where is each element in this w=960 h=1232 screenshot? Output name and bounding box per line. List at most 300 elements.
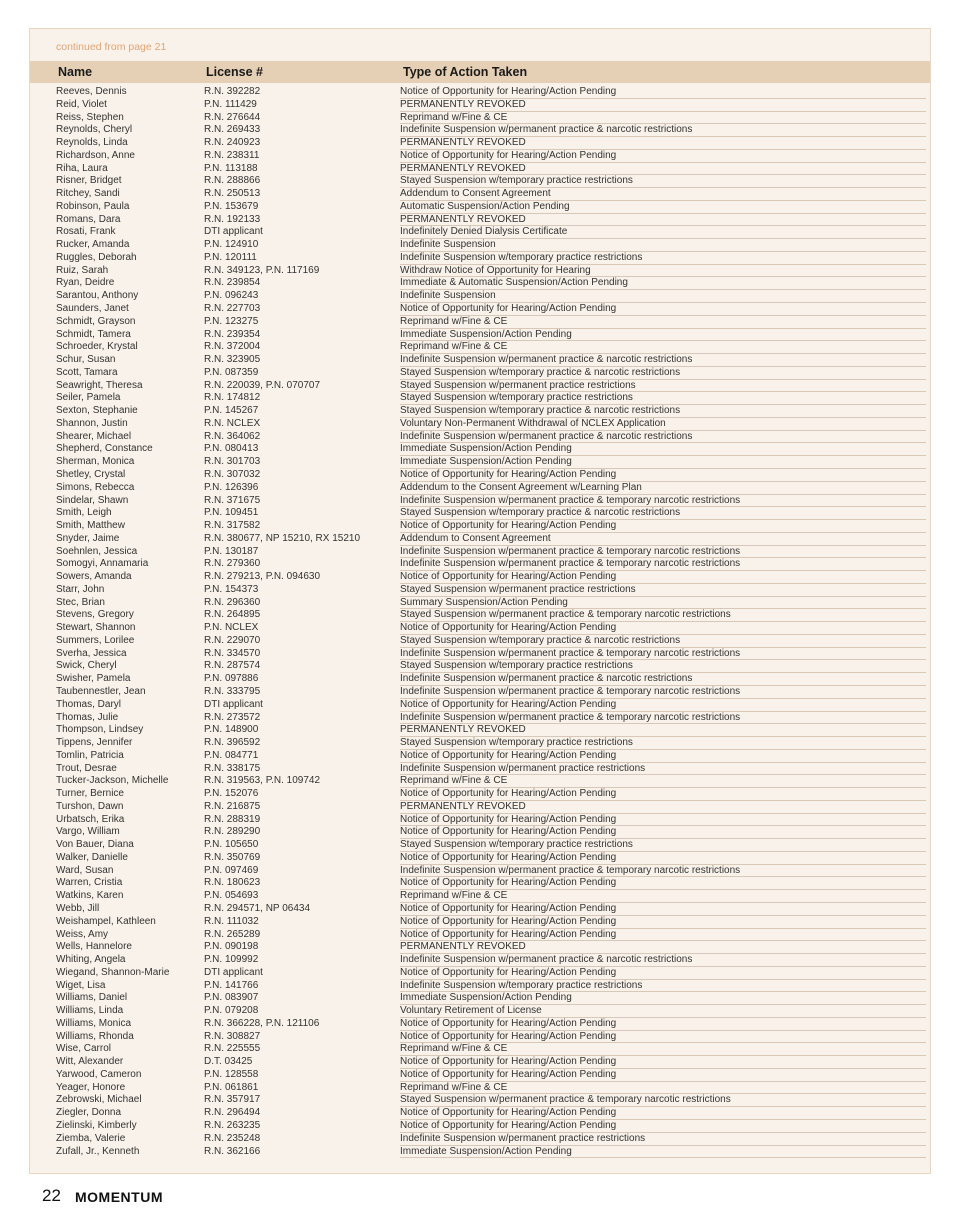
table-row	[30, 341, 930, 354]
cell-action: Indefinite Suspension w/permanent practice restrictions	[400, 1132, 646, 1144]
cell-license: P.N. 130187	[204, 545, 259, 557]
cell-action: Notice of Opportunity for Hearing/Action Pending	[400, 903, 617, 914]
table-row	[30, 648, 930, 661]
cell-name: Reiss, Stephen	[56, 111, 124, 123]
table-row	[30, 1069, 930, 1082]
cell-action: Reprimand w/Fine & CE	[400, 315, 508, 327]
table-row	[30, 1133, 930, 1146]
cell-license: P.N. 096243	[204, 290, 259, 302]
cell-name: Seiler, Pamela	[56, 392, 121, 404]
table-row	[30, 329, 930, 342]
cell-license: R.N. 350769	[204, 851, 261, 863]
table-row	[30, 775, 930, 788]
cell-license: P.N. 080413	[204, 443, 259, 455]
cell-license: R.N. 289290	[204, 826, 261, 838]
cell-action: Notice of Opportunity for Hearing/Action Pending	[400, 1107, 617, 1119]
cell-license: P.N. 154373	[204, 583, 259, 595]
cell-action: Reprimand w/Fine & CE	[400, 111, 508, 123]
cell-action: Notice of Opportunity for Hearing/Action Pending	[400, 928, 617, 940]
table-row	[30, 903, 930, 916]
discipline-table-panel	[29, 28, 931, 1174]
cell-action: Notice of Opportunity for Hearing/Action Pending	[400, 149, 617, 161]
cell-name: Ruiz, Sarah	[56, 264, 109, 276]
table-header	[30, 61, 930, 83]
cell-action: Notice of Opportunity for Hearing/Action Pending	[400, 303, 617, 315]
table-row	[30, 520, 930, 533]
cell-action: Indefinitely Denied Dialysis Certificate	[400, 226, 568, 238]
cell-license: R.N. 174812	[204, 392, 261, 404]
cell-action: Stayed Suspension w/permanent practice restrictions	[400, 379, 636, 391]
cell-action: Indefinite Suspension w/permanent practice restrictions	[400, 762, 646, 774]
cell-name: Shetley, Crystal	[56, 468, 126, 480]
cell-action: Indefinite Suspension w/permanent practice & temporary narcotic restrictions	[400, 711, 741, 723]
cell-action: Indefinite Suspension	[400, 290, 496, 302]
table-row	[30, 788, 930, 801]
cell-license: R.N. 333795	[204, 685, 261, 697]
cell-license: P.N. NCLEX	[204, 622, 259, 634]
cell-action: Reprimand w/Fine & CE	[400, 775, 508, 787]
cell-license: R.N. 240923	[204, 137, 261, 149]
cell-name: Shearer, Michael	[56, 430, 132, 442]
cell-action: Automatic Suspension/Action Pending	[400, 200, 570, 212]
table-row	[30, 456, 930, 469]
cell-name: Wells, Hannelore	[56, 941, 132, 953]
cell-action: Stayed Suspension w/temporary practice restrictions	[400, 660, 633, 672]
cell-action: Stayed Suspension w/permanent practice & temporary narcotic restrictions	[400, 609, 731, 621]
cell-license: R.N. 279213, P.N. 094630	[204, 571, 321, 583]
cell-action: Notice of Opportunity for Hearing/Action Pending	[400, 622, 617, 634]
cell-license: P.N. 054693	[204, 890, 259, 902]
table-row	[30, 137, 930, 150]
cell-license: P.N. 090198	[204, 941, 259, 953]
cell-name: Ward, Susan	[56, 864, 114, 876]
cell-license: R.N. 265289	[204, 928, 261, 940]
cell-name: Taubennestler, Jean	[56, 685, 146, 697]
cell-license: P.N. 145267	[204, 405, 259, 417]
cell-license: R.N. 180623	[204, 877, 261, 889]
cell-license: R.N. 220039, P.N. 070707	[204, 379, 321, 391]
cell-license: R.N. 264895	[204, 609, 261, 621]
cell-license: P.N. 113188	[204, 162, 258, 174]
table-row	[30, 1056, 930, 1069]
cell-name: Yarwood, Cameron	[56, 1068, 142, 1080]
cell-action: Voluntary Retirement of License	[400, 1005, 542, 1017]
table-row	[30, 673, 930, 686]
cell-license: R.N. 371675	[204, 494, 261, 506]
cell-license: R.N. 287574	[204, 660, 261, 672]
cell-action: Notice of Opportunity for Hearing/Action Pending	[400, 877, 617, 889]
cell-license: P.N. 079208	[204, 1005, 259, 1017]
cell-action: Indefinite Suspension w/permanent practice & narcotic restrictions	[400, 954, 693, 966]
cell-license: R.N. 372004	[204, 341, 261, 353]
table-row	[30, 469, 930, 482]
cell-name: Tomlin, Patricia	[56, 749, 124, 761]
cell-license: R.N. 229070	[204, 634, 261, 646]
cell-license: P.N. 109451	[204, 507, 259, 519]
cell-action: Indefinite Suspension w/permanent practice & temporary narcotic restrictions	[400, 647, 741, 659]
cell-name: Stewart, Shannon	[56, 622, 136, 634]
cell-license: P.N. 061861	[204, 1081, 259, 1093]
cell-name: Schur, Susan	[56, 354, 116, 366]
cell-license: P.N. 152076	[204, 788, 259, 800]
cell-name: Sverha, Jessica	[56, 647, 127, 659]
cell-name: Williams, Rhonda	[56, 1030, 134, 1042]
cell-license: P.N. 109992	[204, 954, 259, 966]
table-body	[30, 86, 930, 1158]
cell-license: P.N. 123275	[204, 315, 259, 327]
cell-name: Smith, Leigh	[56, 507, 112, 519]
cell-action: Notice of Opportunity for Hearing/Action Pending	[400, 1056, 617, 1068]
cell-name: Shannon, Justin	[56, 417, 128, 429]
cell-action: Immediate Suspension/Action Pending	[400, 992, 572, 1004]
cell-name: Williams, Linda	[56, 1005, 124, 1017]
cell-name: Simons, Rebecca	[56, 481, 135, 493]
cell-license: DTI applicant	[204, 226, 263, 238]
table-row	[30, 558, 930, 571]
table-row	[30, 839, 930, 852]
magazine-title: MOMENTUM	[75, 1189, 163, 1205]
cell-action: Immediate Suspension/Action Pending	[400, 1145, 572, 1157]
cell-action: Stayed Suspension w/temporary practice restrictions	[400, 175, 633, 187]
table-row	[30, 916, 930, 929]
cell-license: R.N. 301703	[204, 456, 261, 468]
table-row	[30, 354, 930, 367]
table-row	[30, 967, 930, 980]
cell-action: Notice of Opportunity for Hearing/Action Pending	[400, 966, 617, 978]
table-row	[30, 801, 930, 814]
cell-action: Indefinite Suspension w/temporary practice restrictions	[400, 979, 643, 991]
cell-name: Trout, Desrae	[56, 762, 117, 774]
cell-action: Indefinite Suspension w/permanent practice & temporary narcotic restrictions	[400, 494, 741, 506]
table-row	[30, 201, 930, 214]
cell-name: Rucker, Amanda	[56, 239, 130, 251]
table-row	[30, 814, 930, 827]
table-row	[30, 392, 930, 405]
cell-license: R.N. 319563, P.N. 109742	[204, 775, 321, 787]
cell-action: Indefinite Suspension w/permanent practice & temporary narcotic restrictions	[400, 558, 741, 570]
table-row	[30, 163, 930, 176]
cell-license: R.N. 334570	[204, 647, 261, 659]
cell-action: Stayed Suspension w/temporary practice restrictions	[400, 392, 633, 404]
table-row	[30, 316, 930, 329]
cell-license: R.N. 366228, P.N. 121106	[204, 1017, 320, 1029]
table-row	[30, 277, 930, 290]
cell-action: Addendum to Consent Agreement	[400, 532, 551, 544]
table-row	[30, 188, 930, 201]
cell-license: R.N. 294571, NP 06434	[204, 903, 311, 914]
cell-name: Sindelar, Shawn	[56, 494, 129, 506]
cell-name: Reid, Violet	[56, 98, 107, 110]
cell-name: Scott, Tamara	[56, 366, 118, 378]
cell-name: Ryan, Deidre	[56, 277, 115, 289]
table-row	[30, 150, 930, 163]
cell-action: Notice of Opportunity for Hearing/Action Pending	[400, 915, 617, 927]
cell-action: Indefinite Suspension w/permanent practice & temporary narcotic restrictions	[400, 864, 741, 876]
column-header-license: License #	[206, 65, 263, 79]
cell-name: Saunders, Janet	[56, 303, 129, 315]
cell-name: Warren, Cristia	[56, 877, 123, 889]
cell-license: P.N. 084771	[204, 749, 259, 761]
cell-name: Williams, Daniel	[56, 992, 128, 1004]
cell-name: Soehnlen, Jessica	[56, 545, 138, 557]
table-row	[30, 724, 930, 737]
table-row	[30, 980, 930, 993]
cell-license: P.N. 128558	[204, 1068, 259, 1080]
table-row	[30, 367, 930, 380]
row-divider	[400, 1157, 926, 1158]
cell-name: Whiting, Angela	[56, 954, 126, 966]
cell-name: Webb, Jill	[56, 903, 100, 914]
cell-name: Schmidt, Grayson	[56, 315, 136, 327]
cell-name: Romans, Dara	[56, 213, 121, 225]
column-header-action: Type of Action Taken	[403, 65, 528, 79]
table-row	[30, 763, 930, 776]
cell-license: P.N. 087359	[204, 366, 259, 378]
cell-name: Von Bauer, Diana	[56, 839, 134, 851]
cell-name: Walker, Danielle	[56, 851, 128, 863]
table-row	[30, 686, 930, 699]
cell-license: R.N. 357917	[204, 1094, 261, 1106]
cell-name: Thomas, Daryl	[56, 698, 122, 710]
cell-action: Stayed Suspension w/temporary practice & narcotic restrictions	[400, 507, 681, 519]
cell-license: R.N. 276644	[204, 111, 261, 123]
cell-action: PERMANENTLY REVOKED	[400, 941, 526, 953]
table-row	[30, 431, 930, 444]
table-row	[30, 609, 930, 622]
cell-license: R.N. NCLEX	[204, 417, 261, 429]
cell-action: Notice of Opportunity for Hearing/Action Pending	[400, 1120, 617, 1132]
table-row	[30, 622, 930, 635]
cell-action: Reprimand w/Fine & CE	[400, 1081, 508, 1093]
cell-name: Sherman, Monica	[56, 456, 135, 468]
table-row	[30, 443, 930, 456]
cell-license: R.N. 323905	[204, 354, 261, 366]
cell-action: Reprimand w/Fine & CE	[400, 890, 508, 902]
cell-name: Richardson, Anne	[56, 149, 135, 161]
cell-name: Zielinski, Kimberly	[56, 1120, 137, 1132]
cell-license: R.N. 317582	[204, 520, 261, 532]
cell-license: R.N. 296494	[204, 1107, 261, 1119]
cell-action: PERMANENTLY REVOKED	[400, 213, 526, 225]
cell-license: R.N. 250513	[204, 188, 261, 200]
cell-action: PERMANENTLY REVOKED	[400, 724, 526, 736]
cell-action: Notice of Opportunity for Hearing/Action Pending	[400, 826, 617, 838]
cell-action: Indefinite Suspension w/permanent practice & temporary narcotic restrictions	[400, 685, 741, 697]
table-row	[30, 1082, 930, 1095]
cell-license: R.N. 263235	[204, 1120, 261, 1132]
cell-name: Williams, Monica	[56, 1017, 132, 1029]
cell-name: Thompson, Lindsey	[56, 724, 144, 736]
table-row	[30, 239, 930, 252]
cell-action: Notice of Opportunity for Hearing/Action Pending	[400, 813, 617, 825]
cell-name: Sarantou, Anthony	[56, 290, 139, 302]
cell-action: Notice of Opportunity for Hearing/Action Pending	[400, 851, 617, 863]
cell-license: DTI applicant	[204, 698, 263, 710]
table-row	[30, 929, 930, 942]
continued-label: continued from page 21	[56, 41, 167, 53]
table-row	[30, 405, 930, 418]
cell-action: Indefinite Suspension w/permanent practice & narcotic restrictions	[400, 124, 693, 136]
cell-action: Notice of Opportunity for Hearing/Action Pending	[400, 86, 617, 97]
cell-action: Immediate Suspension/Action Pending	[400, 443, 572, 455]
cell-name: Seawright, Theresa	[56, 379, 143, 391]
table-row	[30, 1146, 930, 1159]
cell-name: Stec, Brian	[56, 596, 105, 608]
cell-license: D.T. 03425	[204, 1056, 253, 1068]
cell-name: Vargo, William	[56, 826, 120, 838]
cell-action: Addendum to Consent Agreement	[400, 188, 551, 200]
table-row	[30, 86, 930, 99]
table-row	[30, 265, 930, 278]
table-row	[30, 380, 930, 393]
cell-name: Watkins, Karen	[56, 890, 124, 902]
cell-action: Immediate Suspension/Action Pending	[400, 456, 572, 468]
cell-license: R.N. 227703	[204, 303, 261, 315]
cell-action: Voluntary Non-Permanent Withdrawal of NCLEX Application	[400, 417, 666, 429]
cell-name: Stevens, Gregory	[56, 609, 134, 621]
table-row	[30, 175, 930, 188]
cell-action: PERMANENTLY REVOKED	[400, 137, 526, 149]
table-row	[30, 482, 930, 495]
table-row	[30, 1018, 930, 1031]
cell-action: Reprimand w/Fine & CE	[400, 341, 508, 353]
table-row	[30, 865, 930, 878]
cell-name: Zufall, Jr., Kenneth	[56, 1145, 140, 1157]
table-row	[30, 1043, 930, 1056]
cell-action: Stayed Suspension w/temporary practice restrictions	[400, 737, 633, 749]
cell-action: Stayed Suspension w/temporary practice & narcotic restrictions	[400, 405, 681, 417]
cell-action: Addendum to the Consent Agreement w/Learning Plan	[400, 481, 642, 493]
cell-name: Wise, Carrol	[56, 1043, 112, 1055]
table-row	[30, 954, 930, 967]
table-row	[30, 635, 930, 648]
cell-action: Notice of Opportunity for Hearing/Action Pending	[400, 1030, 617, 1042]
cell-name: Weishampel, Kathleen	[56, 915, 156, 927]
cell-action: Notice of Opportunity for Hearing/Action Pending	[400, 468, 617, 480]
cell-name: Wiget, Lisa	[56, 979, 106, 991]
cell-name: Ziemba, Valerie	[56, 1132, 126, 1144]
table-row	[30, 992, 930, 1005]
cell-license: R.N. 296360	[204, 596, 261, 608]
cell-name: Urbatsch, Erika	[56, 813, 125, 825]
cell-action: Withdraw Notice of Opportunity for Hearing	[400, 264, 591, 276]
cell-action: Stayed Suspension w/temporary practice & narcotic restrictions	[400, 634, 681, 646]
cell-name: Schroeder, Krystal	[56, 341, 138, 353]
cell-license: R.N. 273572	[204, 711, 261, 723]
table-row	[30, 546, 930, 559]
cell-name: Shepherd, Constance	[56, 443, 153, 455]
table-row	[30, 826, 930, 839]
cell-action: Stayed Suspension w/temporary practice restrictions	[400, 839, 633, 851]
table-row	[30, 1031, 930, 1044]
cell-name: Ritchey, Sandi	[56, 188, 120, 200]
cell-license: R.N. 308827	[204, 1030, 261, 1042]
cell-license: P.N. 124910	[204, 239, 259, 251]
cell-license: R.N. 392282	[204, 86, 261, 97]
table-row	[30, 252, 930, 265]
cell-name: Swisher, Pamela	[56, 673, 131, 685]
cell-name: Schmidt, Tamera	[56, 328, 131, 340]
cell-action: Notice of Opportunity for Hearing/Action Pending	[400, 749, 617, 761]
cell-action: PERMANENTLY REVOKED	[400, 800, 526, 812]
column-header-name: Name	[58, 65, 93, 79]
table-row	[30, 533, 930, 546]
cell-license: R.N. 364062	[204, 430, 261, 442]
cell-action: Notice of Opportunity for Hearing/Action Pending	[400, 520, 617, 532]
table-row	[30, 507, 930, 520]
cell-name: Summers, Lorilee	[56, 634, 135, 646]
cell-license: R.N. 216875	[204, 800, 261, 812]
cell-name: Wiegand, Shannon-Marie	[56, 966, 170, 978]
cell-license: R.N. 307032	[204, 468, 261, 480]
cell-license: R.N. 225555	[204, 1043, 261, 1055]
table-row	[30, 571, 930, 584]
cell-name: Rosati, Frank	[56, 226, 116, 238]
cell-license: R.N. 111032	[204, 915, 259, 927]
cell-name: Yeager, Honore	[56, 1081, 126, 1093]
cell-license: R.N. 288319	[204, 813, 261, 825]
cell-name: Tippens, Jennifer	[56, 737, 133, 749]
cell-name: Tucker-Jackson, Michelle	[56, 775, 169, 787]
cell-action: Notice of Opportunity for Hearing/Action Pending	[400, 788, 617, 800]
cell-license: R.N. 235248	[204, 1132, 261, 1144]
table-row	[30, 852, 930, 865]
table-row	[30, 1094, 930, 1107]
cell-action: Indefinite Suspension w/temporary practice restrictions	[400, 251, 643, 263]
table-row	[30, 226, 930, 239]
table-row	[30, 99, 930, 112]
table-row	[30, 584, 930, 597]
cell-name: Turner, Bernice	[56, 788, 124, 800]
cell-action: Summary Suspension/Action Pending	[400, 596, 568, 608]
table-row	[30, 303, 930, 316]
cell-name: Smith, Matthew	[56, 520, 125, 532]
cell-license: R.N. 349123, P.N. 117169	[204, 264, 320, 276]
cell-action: Indefinite Suspension w/permanent practice & narcotic restrictions	[400, 673, 693, 685]
cell-license: P.N. 153679	[204, 200, 259, 212]
table-row	[30, 1107, 930, 1120]
cell-name: Reeves, Dennis	[56, 86, 127, 97]
cell-action: Stayed Suspension w/permanent practice restrictions	[400, 583, 636, 595]
table-row	[30, 699, 930, 712]
cell-license: DTI applicant	[204, 966, 263, 978]
cell-name: Thomas, Julie	[56, 711, 119, 723]
cell-license: P.N. 141766	[204, 979, 259, 991]
cell-license: P.N. 126396	[204, 481, 259, 493]
table-row	[30, 112, 930, 125]
cell-name: Swick, Cheryl	[56, 660, 117, 672]
cell-name: Sowers, Amanda	[56, 571, 132, 583]
cell-name: Ziegler, Donna	[56, 1107, 122, 1119]
cell-name: Riha, Laura	[56, 162, 108, 174]
cell-name: Somogyi, Annamaria	[56, 558, 149, 570]
cell-action: Immediate & Automatic Suspension/Action Pending	[400, 277, 628, 289]
cell-action: Indefinite Suspension w/permanent practice & narcotic restrictions	[400, 354, 693, 366]
cell-name: Risner, Bridget	[56, 175, 122, 187]
cell-license: R.N. 239854	[204, 277, 261, 289]
cell-license: P.N. 097886	[204, 673, 259, 685]
table-row	[30, 124, 930, 137]
table-row	[30, 418, 930, 431]
cell-action: Immediate Suspension/Action Pending	[400, 328, 572, 340]
cell-action: Stayed Suspension w/permanent practice & temporary narcotic restrictions	[400, 1094, 731, 1106]
cell-license: R.N. 238311	[204, 149, 260, 161]
cell-action: PERMANENTLY REVOKED	[400, 162, 526, 174]
table-row	[30, 877, 930, 890]
cell-name: Starr, John	[56, 583, 105, 595]
cell-action: PERMANENTLY REVOKED	[400, 98, 526, 110]
table-row	[30, 597, 930, 610]
